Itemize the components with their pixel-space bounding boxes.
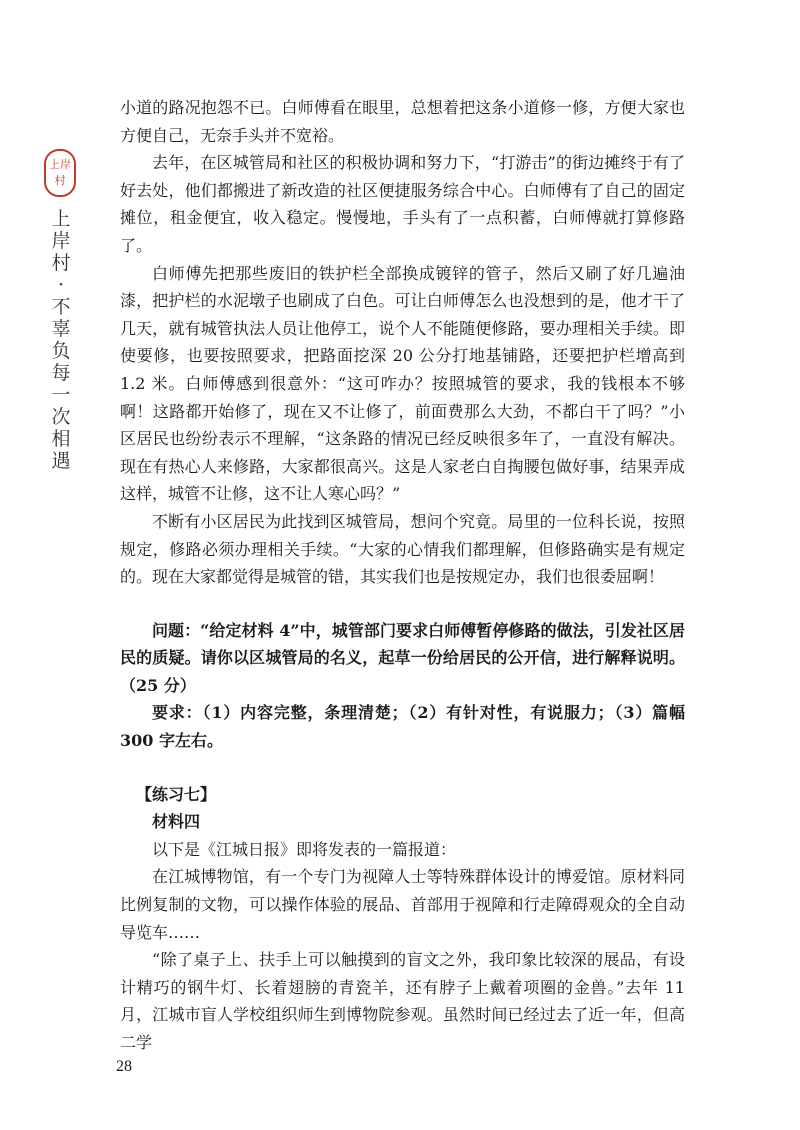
question-block xyxy=(120,617,685,755)
practice-section xyxy=(120,781,685,1057)
paragraph: “除了桌子上、扶手上可以触摸到的盲文之外，我印象比较深的展品，有设计精巧的钢牛灯、长着翅膀的青瓷羊，还有脖子上戴着项圈的金兽。”去年 11 月，江城市盲人学校组织师生到博物院参观。虽然时间已经过去了近一年，但高二学 xyxy=(120,950,685,1052)
question-text: 问题：“给定材料 4”中，城管部门要求白师傅暂停修路的做法，引发社区居民的质疑。请你以区城管局的名义，起草一份给居民的公开信，进行解释说明。（25 分） xyxy=(120,620,685,695)
svg-text:上岸: 上岸 xyxy=(49,158,71,171)
page-number: 28 xyxy=(116,1058,132,1075)
paragraph: 白师傅先把那些废旧的铁护栏全部换成镀锌的管子，然后又刷了好几遍油漆，把护栏的水泥墩子也刷成了白色。可让白师傅怎么也没想到的是，他才干了几天，就有城管执法人员让他停工，说个人不能随便修路，要办理相关手续。即使要修，也要按照要求，把路面挖深 20 公分打地基铺路，还要把护栏增高到 1.2 米。白师傅感到很意外：“这可咋办？按照城管的要求，我的钱根本不够啊！这路都开始修了，现在又不让修了，前面费那么大劲，不都白干了吗？”小区居民也纷纷表示不理解，“这条路的情况已经反映很多年了，一直没有解决。现在有热心人来修路，大家都很高兴。这是人家老白自掏腰包做好事，结果弄成这样，城管不让修，这不让人寒心吗？” xyxy=(120,263,685,504)
paragraph: 去年，在区城管局和社区的积极协调和努力下，“打游击”的街边摊终于有了好去处，他们都搬进了新改造的社区便捷服务综合中心。白师傅有了自己的固定摊位，租金便宜，收入稳定。慢慢地，手头有了一点积蓄，白师傅就打算修路了。 xyxy=(120,153,685,255)
paragraph: 在江城博物馆，有一个专门为视障人士等特殊群体设计的博爱馆。原材料同比例复制的文物，可以操作体验的展品、首部用于视障和行走障碍观众的全自动导览车…… xyxy=(120,867,685,942)
svg-text:村: 村 xyxy=(54,174,66,187)
requirement-text: 要求：（1）内容完整，条理清楚；（2）有针对性，有说服力；（3）篇幅 300 字左右。 xyxy=(120,703,685,751)
vertical-series-title: 上岸村 · 不辜负每一次相遇 xyxy=(51,208,71,472)
paragraph: 不断有小区居民为此找到区城管局，想问个究竟。局里的一位科长说，按照规定，修路必须办理相关手续。“大家的心情我们都理解，但修路确实是有规定的。现在大家都觉得是城管的错，其实我们也是按规定办，我们也很委屈啊！ xyxy=(120,511,685,587)
page-body xyxy=(120,94,685,1057)
practice-title: 【练习七】 xyxy=(136,784,217,804)
paragraph: 小道的路况抱怨不已。白师傅看在眼里，总想着把这条小道修一修，方便大家也方便自己，无奈手头并不宽裕。 xyxy=(120,98,685,145)
material-title: 材料四 xyxy=(152,812,201,832)
brand-seal-logo xyxy=(43,148,77,198)
paragraph: 以下是《江城日报》即将发表的一篇报道： xyxy=(152,839,457,859)
